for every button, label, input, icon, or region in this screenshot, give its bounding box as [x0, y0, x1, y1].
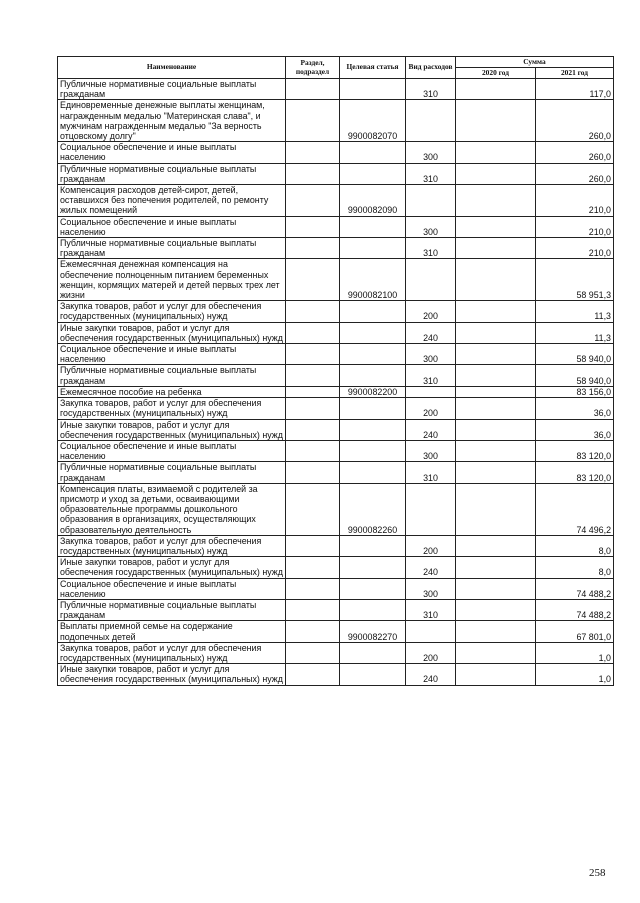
cell-target: 9900082200 — [340, 386, 406, 397]
cell-2021: 1,0 — [536, 664, 614, 685]
cell-2021: 210,0 — [536, 185, 614, 217]
cell-name: Иные закупки товаров, работ и услуг для обеспечения государственных (муниципальных) нужд — [58, 419, 286, 440]
cell-2021: 74 488,2 — [536, 599, 614, 620]
cell-target — [340, 344, 406, 365]
cell-section — [286, 301, 340, 322]
cell-2020 — [456, 535, 536, 556]
cell-name: Выплаты приемной семье на содержание подопечных детей — [58, 621, 286, 642]
cell-2021: 260,0 — [536, 163, 614, 184]
cell-2021: 74 496,2 — [536, 483, 614, 535]
cell-target — [340, 535, 406, 556]
cell-target — [340, 142, 406, 163]
cell-expense-type — [406, 259, 456, 301]
cell-name: Социальное обеспечение и иные выплаты населению — [58, 440, 286, 461]
table-row — [58, 386, 614, 397]
cell-2020 — [456, 642, 536, 663]
cell-2021: 210,0 — [536, 216, 614, 237]
cell-2020 — [456, 142, 536, 163]
cell-section — [286, 216, 340, 237]
cell-section — [286, 535, 340, 556]
table-row — [58, 163, 614, 184]
cell-2020 — [456, 365, 536, 386]
table-row — [58, 238, 614, 259]
cell-target — [340, 216, 406, 237]
cell-target — [340, 365, 406, 386]
cell-2021: 11,3 — [536, 301, 614, 322]
cell-section — [286, 185, 340, 217]
table-row — [58, 100, 614, 142]
table-row — [58, 398, 614, 419]
cell-name: Публичные нормативные социальные выплаты гражданам — [58, 79, 286, 100]
table-row — [58, 557, 614, 578]
cell-target: 9900082260 — [340, 483, 406, 535]
cell-expense-type: 300 — [406, 578, 456, 599]
cell-2021: 117,0 — [536, 79, 614, 100]
table-row — [58, 365, 614, 386]
cell-2020 — [456, 440, 536, 461]
cell-name: Публичные нормативные социальные выплаты гражданам — [58, 365, 286, 386]
cell-name: Публичные нормативные социальные выплаты гражданам — [58, 238, 286, 259]
cell-2021: 58 940,0 — [536, 365, 614, 386]
header-year-2021: 2021 год — [536, 68, 614, 79]
cell-name: Социальное обеспечение и иные выплаты населению — [58, 216, 286, 237]
cell-2021: 83 120,0 — [536, 462, 614, 483]
cell-2020 — [456, 259, 536, 301]
cell-section — [286, 238, 340, 259]
cell-name: Иные закупки товаров, работ и услуг для обеспечения государственных (муниципальных) нужд — [58, 557, 286, 578]
cell-section — [286, 664, 340, 685]
cell-name: Публичные нормативные социальные выплаты гражданам — [58, 163, 286, 184]
cell-2020 — [456, 419, 536, 440]
cell-name: Социальное обеспечение и иные выплаты населению — [58, 142, 286, 163]
cell-name: Иные закупки товаров, работ и услуг для обеспечения государственных (муниципальных) нужд — [58, 664, 286, 685]
cell-section — [286, 419, 340, 440]
cell-2021: 8,0 — [536, 535, 614, 556]
cell-name: Ежемесячная денежная компенсация на обеспечение полноценным питанием беременных женщин, кормящих матерей и детей первых трех лет жизни — [58, 259, 286, 301]
cell-section — [286, 163, 340, 184]
cell-2020 — [456, 163, 536, 184]
cell-expense-type: 300 — [406, 142, 456, 163]
cell-target — [340, 557, 406, 578]
table-row — [58, 642, 614, 663]
cell-target: 9900082090 — [340, 185, 406, 217]
cell-2020 — [456, 301, 536, 322]
cell-target — [340, 664, 406, 685]
cell-2020 — [456, 216, 536, 237]
cell-2021: 36,0 — [536, 398, 614, 419]
cell-section — [286, 621, 340, 642]
cell-expense-type: 310 — [406, 365, 456, 386]
cell-section — [286, 365, 340, 386]
cell-2020 — [456, 344, 536, 365]
cell-expense-type — [406, 483, 456, 535]
header-section: Раздел, подраздел — [286, 57, 340, 79]
cell-target: 9900082270 — [340, 621, 406, 642]
cell-2021: 74 488,2 — [536, 578, 614, 599]
cell-expense-type: 240 — [406, 664, 456, 685]
table-row — [58, 216, 614, 237]
cell-2020 — [456, 79, 536, 100]
cell-section — [286, 599, 340, 620]
cell-target — [340, 419, 406, 440]
page-number: 258 — [589, 867, 606, 879]
cell-section — [286, 557, 340, 578]
cell-2020 — [456, 185, 536, 217]
cell-name: Социальное обеспечение и иные выплаты населению — [58, 578, 286, 599]
cell-expense-type: 200 — [406, 301, 456, 322]
header-year-2020: 2020 год — [456, 68, 536, 79]
cell-2020 — [456, 664, 536, 685]
cell-section — [286, 578, 340, 599]
budget-table — [57, 56, 614, 686]
cell-expense-type: 300 — [406, 344, 456, 365]
cell-target: 9900082070 — [340, 100, 406, 142]
cell-section — [286, 259, 340, 301]
cell-name: Закупка товаров, работ и услуг для обеспечения государственных (муниципальных) нужд — [58, 642, 286, 663]
cell-2020 — [456, 557, 536, 578]
cell-expense-type — [406, 621, 456, 642]
table-row — [58, 419, 614, 440]
header-target: Целевая статья — [340, 57, 406, 79]
cell-expense-type: 310 — [406, 79, 456, 100]
cell-expense-type: 310 — [406, 238, 456, 259]
cell-2020 — [456, 621, 536, 642]
cell-name: Публичные нормативные социальные выплаты гражданам — [58, 599, 286, 620]
table-row — [58, 322, 614, 343]
cell-2021: 8,0 — [536, 557, 614, 578]
cell-2021: 83 120,0 — [536, 440, 614, 461]
cell-2021: 58 951,3 — [536, 259, 614, 301]
cell-2020 — [456, 238, 536, 259]
cell-2021: 1,0 — [536, 642, 614, 663]
cell-section — [286, 483, 340, 535]
cell-name: Закупка товаров, работ и услуг для обеспечения государственных (муниципальных) нужд — [58, 301, 286, 322]
cell-target — [340, 322, 406, 343]
cell-name: Закупка товаров, работ и услуг для обеспечения государственных (муниципальных) нужд — [58, 398, 286, 419]
cell-expense-type: 200 — [406, 535, 456, 556]
cell-name: Ежемесячное пособие на ребенка — [58, 386, 286, 397]
table-row — [58, 535, 614, 556]
cell-expense-type: 240 — [406, 557, 456, 578]
cell-section — [286, 344, 340, 365]
table-row — [58, 483, 614, 535]
cell-section — [286, 462, 340, 483]
cell-expense-type — [406, 100, 456, 142]
table-row — [58, 621, 614, 642]
cell-expense-type: 310 — [406, 599, 456, 620]
cell-2021: 11,3 — [536, 322, 614, 343]
cell-expense-type: 300 — [406, 440, 456, 461]
cell-name: Компенсация платы, взимаемой с родителей за присмотр и уход за детьми, осваивающими образовательные программы дошкольного образования в организациях, осуществляющих образовательную деятельность — [58, 483, 286, 535]
cell-2021: 36,0 — [536, 419, 614, 440]
table-row — [58, 440, 614, 461]
cell-2020 — [456, 398, 536, 419]
cell-expense-type: 240 — [406, 419, 456, 440]
cell-name: Единовременные денежные выплаты женщинам, награжденным медалью "Материнская слава", и мужчинам награжденным медалью "За верность отцовскому долгу" — [58, 100, 286, 142]
cell-target — [340, 599, 406, 620]
cell-section — [286, 398, 340, 419]
cell-2021: 210,0 — [536, 238, 614, 259]
cell-expense-type — [406, 185, 456, 217]
cell-2021: 83 156,0 — [536, 386, 614, 397]
table-row — [58, 599, 614, 620]
cell-target — [340, 79, 406, 100]
cell-2021: 58 940,0 — [536, 344, 614, 365]
cell-2020 — [456, 100, 536, 142]
cell-section — [286, 440, 340, 461]
table-row — [58, 79, 614, 100]
cell-expense-type: 240 — [406, 322, 456, 343]
table-row — [58, 142, 614, 163]
cell-target — [340, 440, 406, 461]
cell-expense-type: 300 — [406, 216, 456, 237]
cell-expense-type: 310 — [406, 462, 456, 483]
table-row — [58, 344, 614, 365]
cell-2020 — [456, 578, 536, 599]
cell-2021: 260,0 — [536, 100, 614, 142]
table-row — [58, 185, 614, 217]
cell-2020 — [456, 462, 536, 483]
cell-target — [340, 398, 406, 419]
cell-name: Социальное обеспечение и иные выплаты населению — [58, 344, 286, 365]
cell-expense-type: 200 — [406, 642, 456, 663]
cell-section — [286, 322, 340, 343]
cell-expense-type: 200 — [406, 398, 456, 419]
cell-target — [340, 163, 406, 184]
table-row — [58, 462, 614, 483]
cell-name: Закупка товаров, работ и услуг для обеспечения государственных (муниципальных) нужд — [58, 535, 286, 556]
cell-target — [340, 301, 406, 322]
cell-2021: 260,0 — [536, 142, 614, 163]
cell-expense-type — [406, 386, 456, 397]
cell-name: Иные закупки товаров, работ и услуг для обеспечения государственных (муниципальных) нужд — [58, 322, 286, 343]
table-row — [58, 578, 614, 599]
cell-target — [340, 238, 406, 259]
header-sum: Сумма — [456, 57, 614, 68]
cell-2020 — [456, 322, 536, 343]
cell-section — [286, 142, 340, 163]
cell-target — [340, 578, 406, 599]
cell-section — [286, 100, 340, 142]
cell-target — [340, 462, 406, 483]
cell-section — [286, 642, 340, 663]
cell-2020 — [456, 386, 536, 397]
header-expense-type: Вид расходов — [406, 57, 456, 79]
cell-name: Публичные нормативные социальные выплаты гражданам — [58, 462, 286, 483]
header-name: Наименование — [58, 57, 286, 79]
cell-section — [286, 79, 340, 100]
cell-target: 9900082100 — [340, 259, 406, 301]
table-header — [58, 57, 614, 79]
table-body — [58, 79, 614, 686]
cell-expense-type: 310 — [406, 163, 456, 184]
table-row — [58, 259, 614, 301]
cell-name: Компенсация расходов детей-сирот, детей, оставшихся без попечения родителей, по ремонту жилых помещений — [58, 185, 286, 217]
cell-2021: 67 801,0 — [536, 621, 614, 642]
cell-2020 — [456, 483, 536, 535]
cell-section — [286, 386, 340, 397]
cell-2020 — [456, 599, 536, 620]
cell-target — [340, 642, 406, 663]
table-row — [58, 301, 614, 322]
table-row — [58, 664, 614, 685]
